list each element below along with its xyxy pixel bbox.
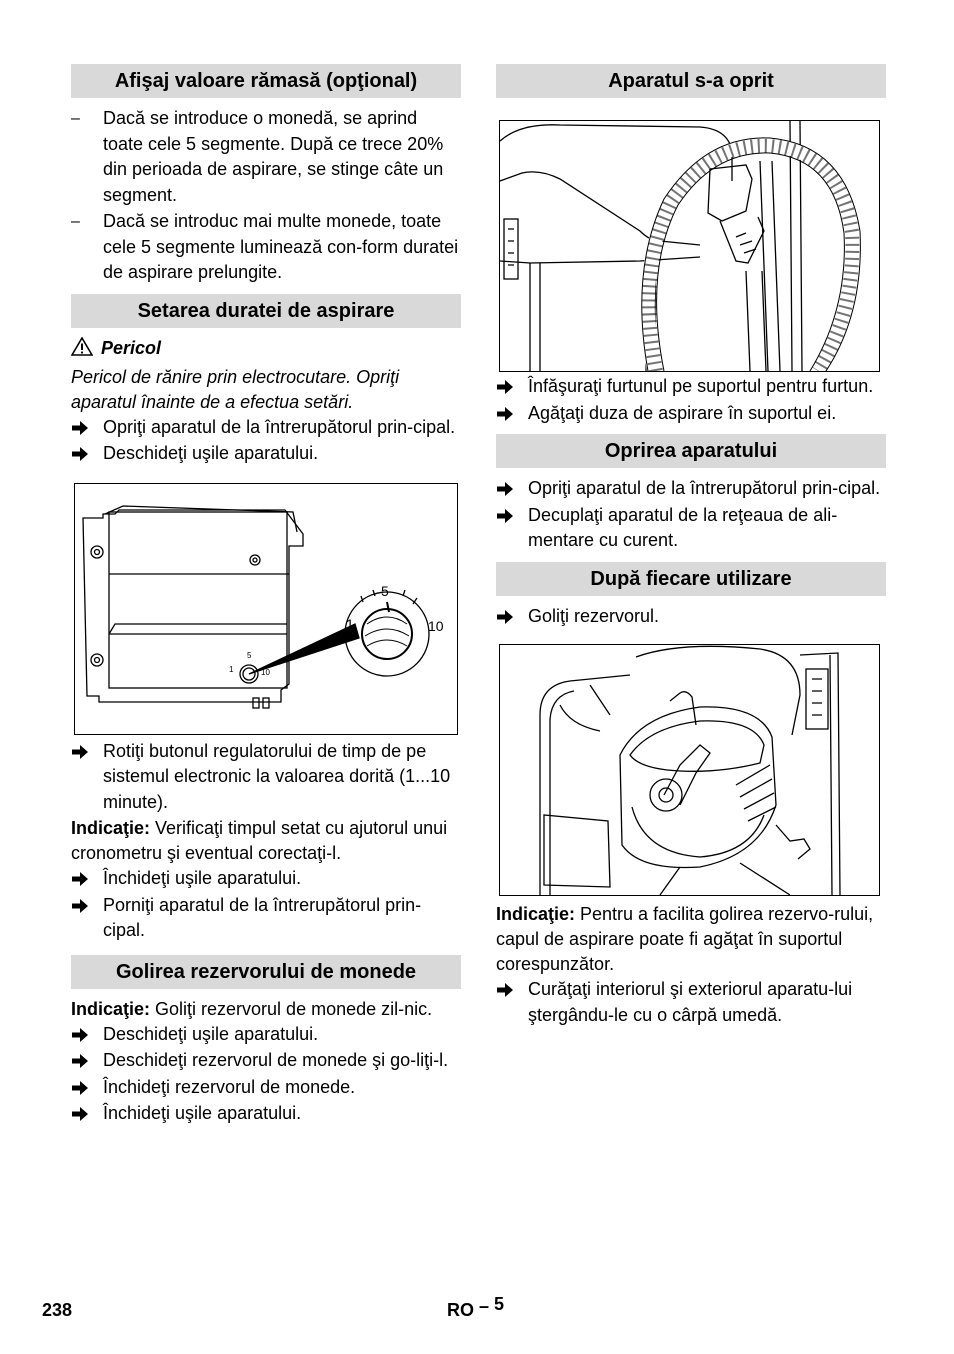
arrow-right-icon: [72, 899, 88, 913]
step-item: Agăţaţi duza de aspirare în suportul ei.: [496, 401, 886, 427]
small-dial-label-10: 10: [261, 667, 270, 677]
note-paragraph: Indicaţie: Verificaţi timpul setat cu ajutorul unui cronometru şi eventual corectaţi-l.: [71, 818, 448, 863]
footer-lang-page: RO – 5: [447, 1294, 505, 1320]
small-dial-label-1: 1: [229, 664, 234, 674]
danger-text: Pericol de rănire prin electrocutare. Opriţi aparatul înainte de a efectua setări.: [71, 366, 400, 412]
section-heading-set-duration: Setarea duratei de aspirare: [71, 294, 461, 328]
list-item: – Dacă se introduce o monedă, se aprind toate cele 5 segmente. După ce trece 20% din perioada de aspirare, se stinge câte un segment.: [71, 108, 444, 205]
arrow-right-icon: [497, 380, 513, 394]
step-item: Porniţi aparatul de la întrerupătorul prin-cipal.: [71, 893, 461, 944]
step-item: Închideţi rezervorul de monede.: [71, 1075, 461, 1101]
small-dial-label-5: 5: [247, 650, 252, 660]
section-heading-device-stopped: Aparatul s-a oprit: [496, 64, 886, 98]
arrow-right-icon: [497, 407, 513, 421]
arrow-right-icon: [497, 482, 513, 496]
container-illustration: [500, 645, 879, 895]
section-heading-turn-off: Oprirea aparatului: [496, 434, 886, 468]
arrow-right-icon: [72, 1054, 88, 1068]
arrow-right-icon: [72, 1107, 88, 1121]
step-item: Închideţi uşile aparatului.: [71, 1101, 461, 1127]
arrow-right-icon: [72, 872, 88, 886]
dial-label-5: 5: [381, 582, 389, 599]
figure-timer-dial: [74, 483, 458, 735]
section-heading-after-use: După fiecare utilizare: [496, 562, 886, 596]
page-number: 238: [42, 1300, 73, 1320]
figure-empty-container: [499, 644, 880, 896]
step-item: Deschideţi uşile aparatului.: [71, 441, 461, 467]
step-item: Curăţaţi interiorul şi exteriorul aparatu-lui ştergându-le cu o cârpă umedă.: [496, 977, 886, 1028]
arrow-right-icon: [72, 447, 88, 461]
danger-heading: Pericol: [71, 336, 461, 361]
step-item: Opriţi aparatul de la întrerupătorul prin-cipal.: [496, 476, 886, 502]
arrow-right-icon: [72, 1028, 88, 1042]
warning-triangle-icon: [71, 337, 93, 356]
timer-dial-illustration: [75, 484, 457, 734]
left-column: [71, 64, 461, 1128]
dial-label-1: 1: [346, 615, 354, 632]
hose-holder-illustration: [500, 121, 879, 371]
arrow-right-icon: [497, 509, 513, 523]
step-item: Deschideţi rezervorul de monede şi go-liţi-l.: [71, 1048, 461, 1074]
arrow-right-icon: [497, 610, 513, 624]
step-item: Înfăşuraţi furtunul pe suportul pentru furtun.: [496, 374, 886, 400]
list-item: – Dacă se introduc mai multe monede, toate cele 5 segmente luminează con-form duratei de aspirare prelungite.: [71, 211, 459, 282]
step-item: Decuplaţi aparatul de la reţeaua de ali-mentare cu curent.: [496, 503, 886, 554]
right-column: [496, 64, 886, 1029]
step-item: Închideţi uşile aparatului.: [71, 866, 461, 892]
step-item: Deschideţi uşile aparatului.: [71, 1022, 461, 1048]
step-item: Opriţi aparatul de la întrerupătorul prin-cipal.: [71, 415, 461, 441]
arrow-right-icon: [497, 983, 513, 997]
step-item: Goliţi rezervorul.: [496, 604, 886, 630]
arrow-right-icon: [72, 1081, 88, 1095]
note-paragraph: Indicaţie: Goliţi rezervorul de monede zil-nic.: [71, 998, 433, 1019]
section-heading-empty-coin-box: Golirea rezervorului de monede: [71, 955, 461, 989]
dial-label-10: 10: [428, 617, 444, 634]
arrow-right-icon: [72, 421, 88, 435]
arrow-right-icon: [72, 745, 88, 759]
section-heading-remaining-display: Afişaj valoare rămasă (opţional): [71, 64, 461, 98]
step-item: Rotiţi butonul regulatorului de timp de pe sistemul electronic la valoarea dorită (1...10 minute).: [71, 739, 461, 816]
note-paragraph: Indicaţie: Pentru a facilita golirea rezervo-rului, capul de aspirare poate fi agăţat în suportul corespunzător.: [496, 904, 874, 974]
figure-hose-holder: [499, 120, 880, 372]
